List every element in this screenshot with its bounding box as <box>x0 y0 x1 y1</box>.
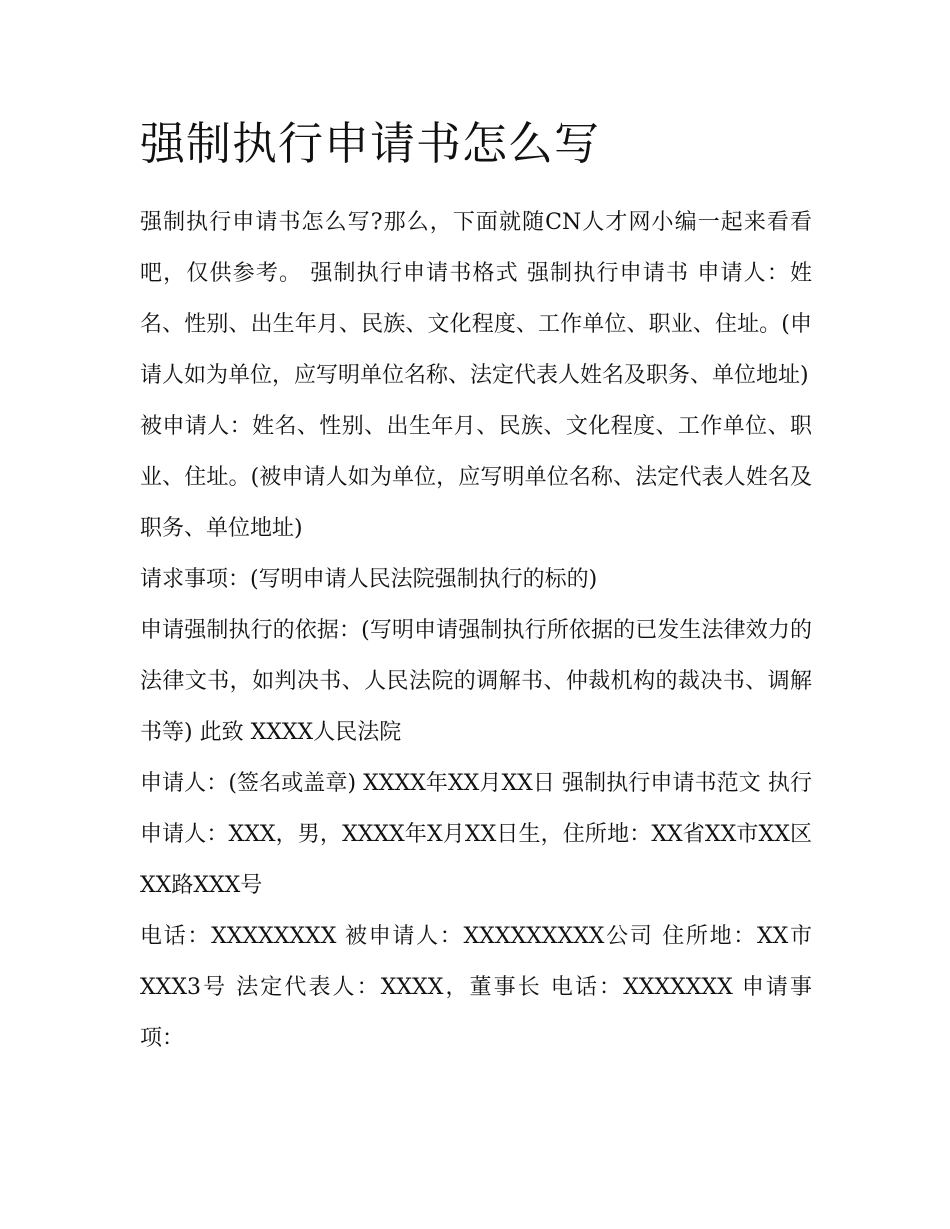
document-body <box>140 197 812 1064</box>
document-title: 强制执行申请书怎么写 <box>140 117 601 170</box>
paragraph-respondent: 被申请人：姓名、性别、出生年月、民族、文化程度、工作单位、职业、住址。(被申请人如为单位，应写明单位名称、法定代表人姓名及职务、单位地址) <box>140 414 812 541</box>
paragraph-intro-applicant: 强制执行申请书怎么写?那么，下面就随CN人才网小编一起来看看吧，仅供参考。 强制执行申请书格式 强制执行申请书 申请人：姓名、性别、出生年月、民族、文化程度、工作单位、职业、住址。(申请人如为单位，应写明单位名称、法定代表人姓名及职务、单位地址) <box>140 210 812 388</box>
paragraph-basis: 申请强制执行的依据：(写明申请强制执行所依据的已发生法律效力的法律文书，如判决书、人民法院的调解书、仲裁机构的裁决书、调解书等) 此致 XXXX人民法院 <box>140 618 812 745</box>
paragraph-signature-sample: 申请人：(签名或盖章) XXXX年XX月XX日 强制执行申请书范文 执行申请人：XXX，男，XXXX年X月XX日生，住所地：XX省XX市XX区XX路XXX号 <box>140 771 812 898</box>
paragraph-request-items: 请求事项：(写明申请人民法院强制执行的标的) <box>140 567 598 592</box>
paragraph-contact-details: 电话：XXXXXXXX 被申请人：XXXXXXXXX公司 住所地：XX市XXX3号 法定代表人：XXXX，董事长 电话：XXXXXXX 申请事项： <box>140 924 812 1051</box>
